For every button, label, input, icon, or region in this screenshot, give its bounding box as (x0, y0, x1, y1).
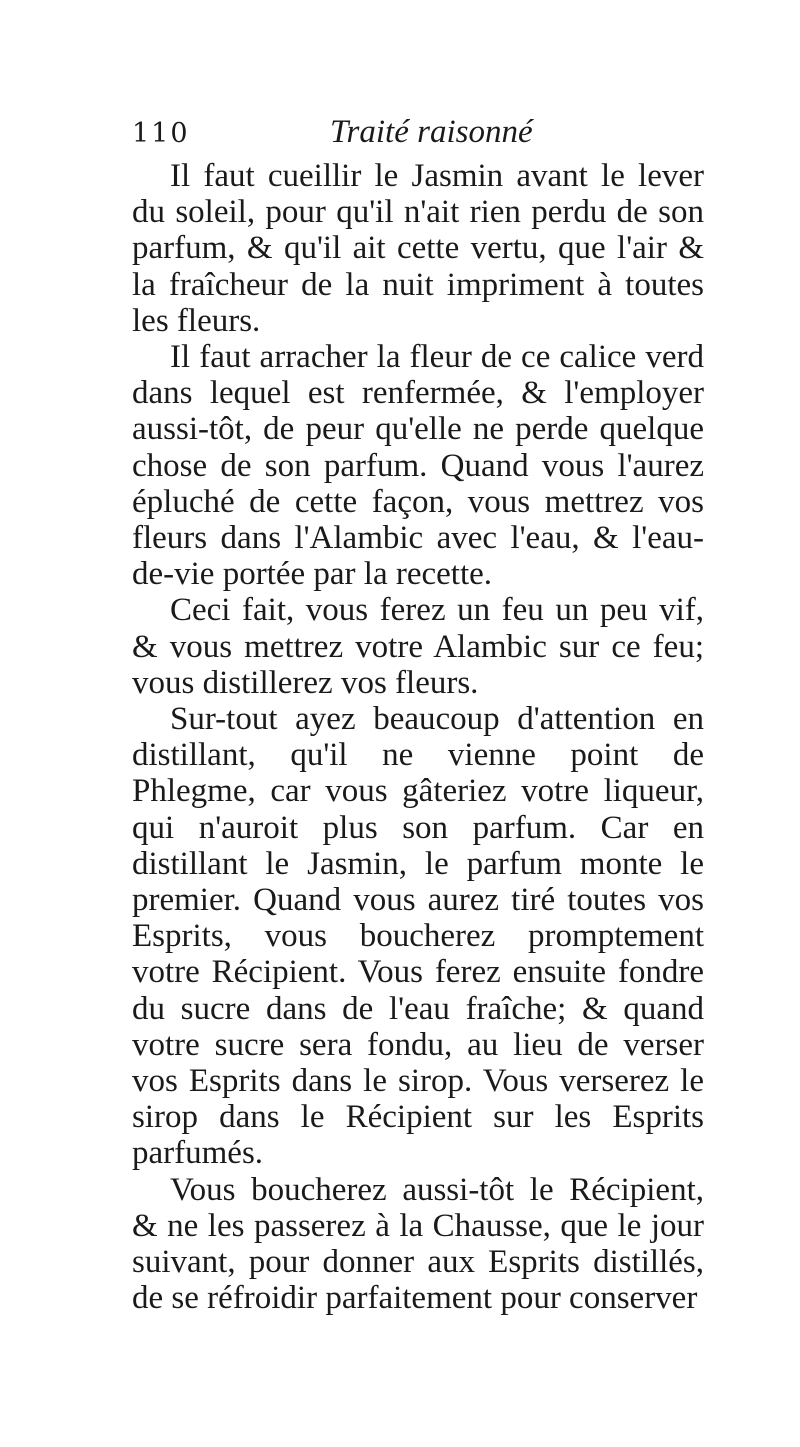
page-number: 110 (132, 118, 190, 149)
body-text (132, 158, 704, 1317)
running-head: Traité raisonné (330, 114, 533, 150)
paragraph-5: Vous boucherez aussi-tôt le Récipient, & ne les passerez à la Chausse, que le jour suivant, pour donner aux Esprits distillés, de se réfroidir parfaitement pour conserver (132, 1171, 704, 1317)
book-page (132, 112, 712, 1317)
paragraph-3: Ceci fait, vous ferez un feu un peu vif, & vous mettrez votre Alambic sur ce feu; vous distillerez vos fleurs. (132, 592, 704, 701)
page-header (132, 112, 704, 158)
paragraph-4: Sur-tout ayez beaucoup d'attention en distillant, qu'il ne vienne point de Phlegme, car vous gâteriez votre liqueur, qui n'auroit plus son parfum. Car en distillant le Jasmin, le parfum monte le premier. Quand vous aurez tiré toutes vos Esprits, vous boucherez promptement votre Récipient. Vous ferez ensuite fondre du sucre dans de l'eau fraîche; & quand votre sucre sera fondu, au lieu de verser vos Esprits dans le sirop. Vous verserez le sirop dans le Récipient sur les Esprits parfumés. (132, 701, 704, 1172)
paragraph-1: Il faut cueillir le Jasmin avant le lever du soleil, pour qu'il n'ait rien perdu de son parfum, & qu'il ait cette vertu, que l'air & la fraîcheur de la nuit impriment à toutes les fleurs. (132, 158, 704, 339)
paragraph-2: Il faut arracher la fleur de ce calice verd dans lequel est renfermée, & l'employer aussi-tôt, de peur qu'elle ne perde quelque chose de son parfum. Quand vous l'aurez épluché de cette façon, vous mettrez vos fleurs dans l'Alambic avec l'eau, & l'eau-de-vie portée par la recette. (132, 339, 704, 593)
